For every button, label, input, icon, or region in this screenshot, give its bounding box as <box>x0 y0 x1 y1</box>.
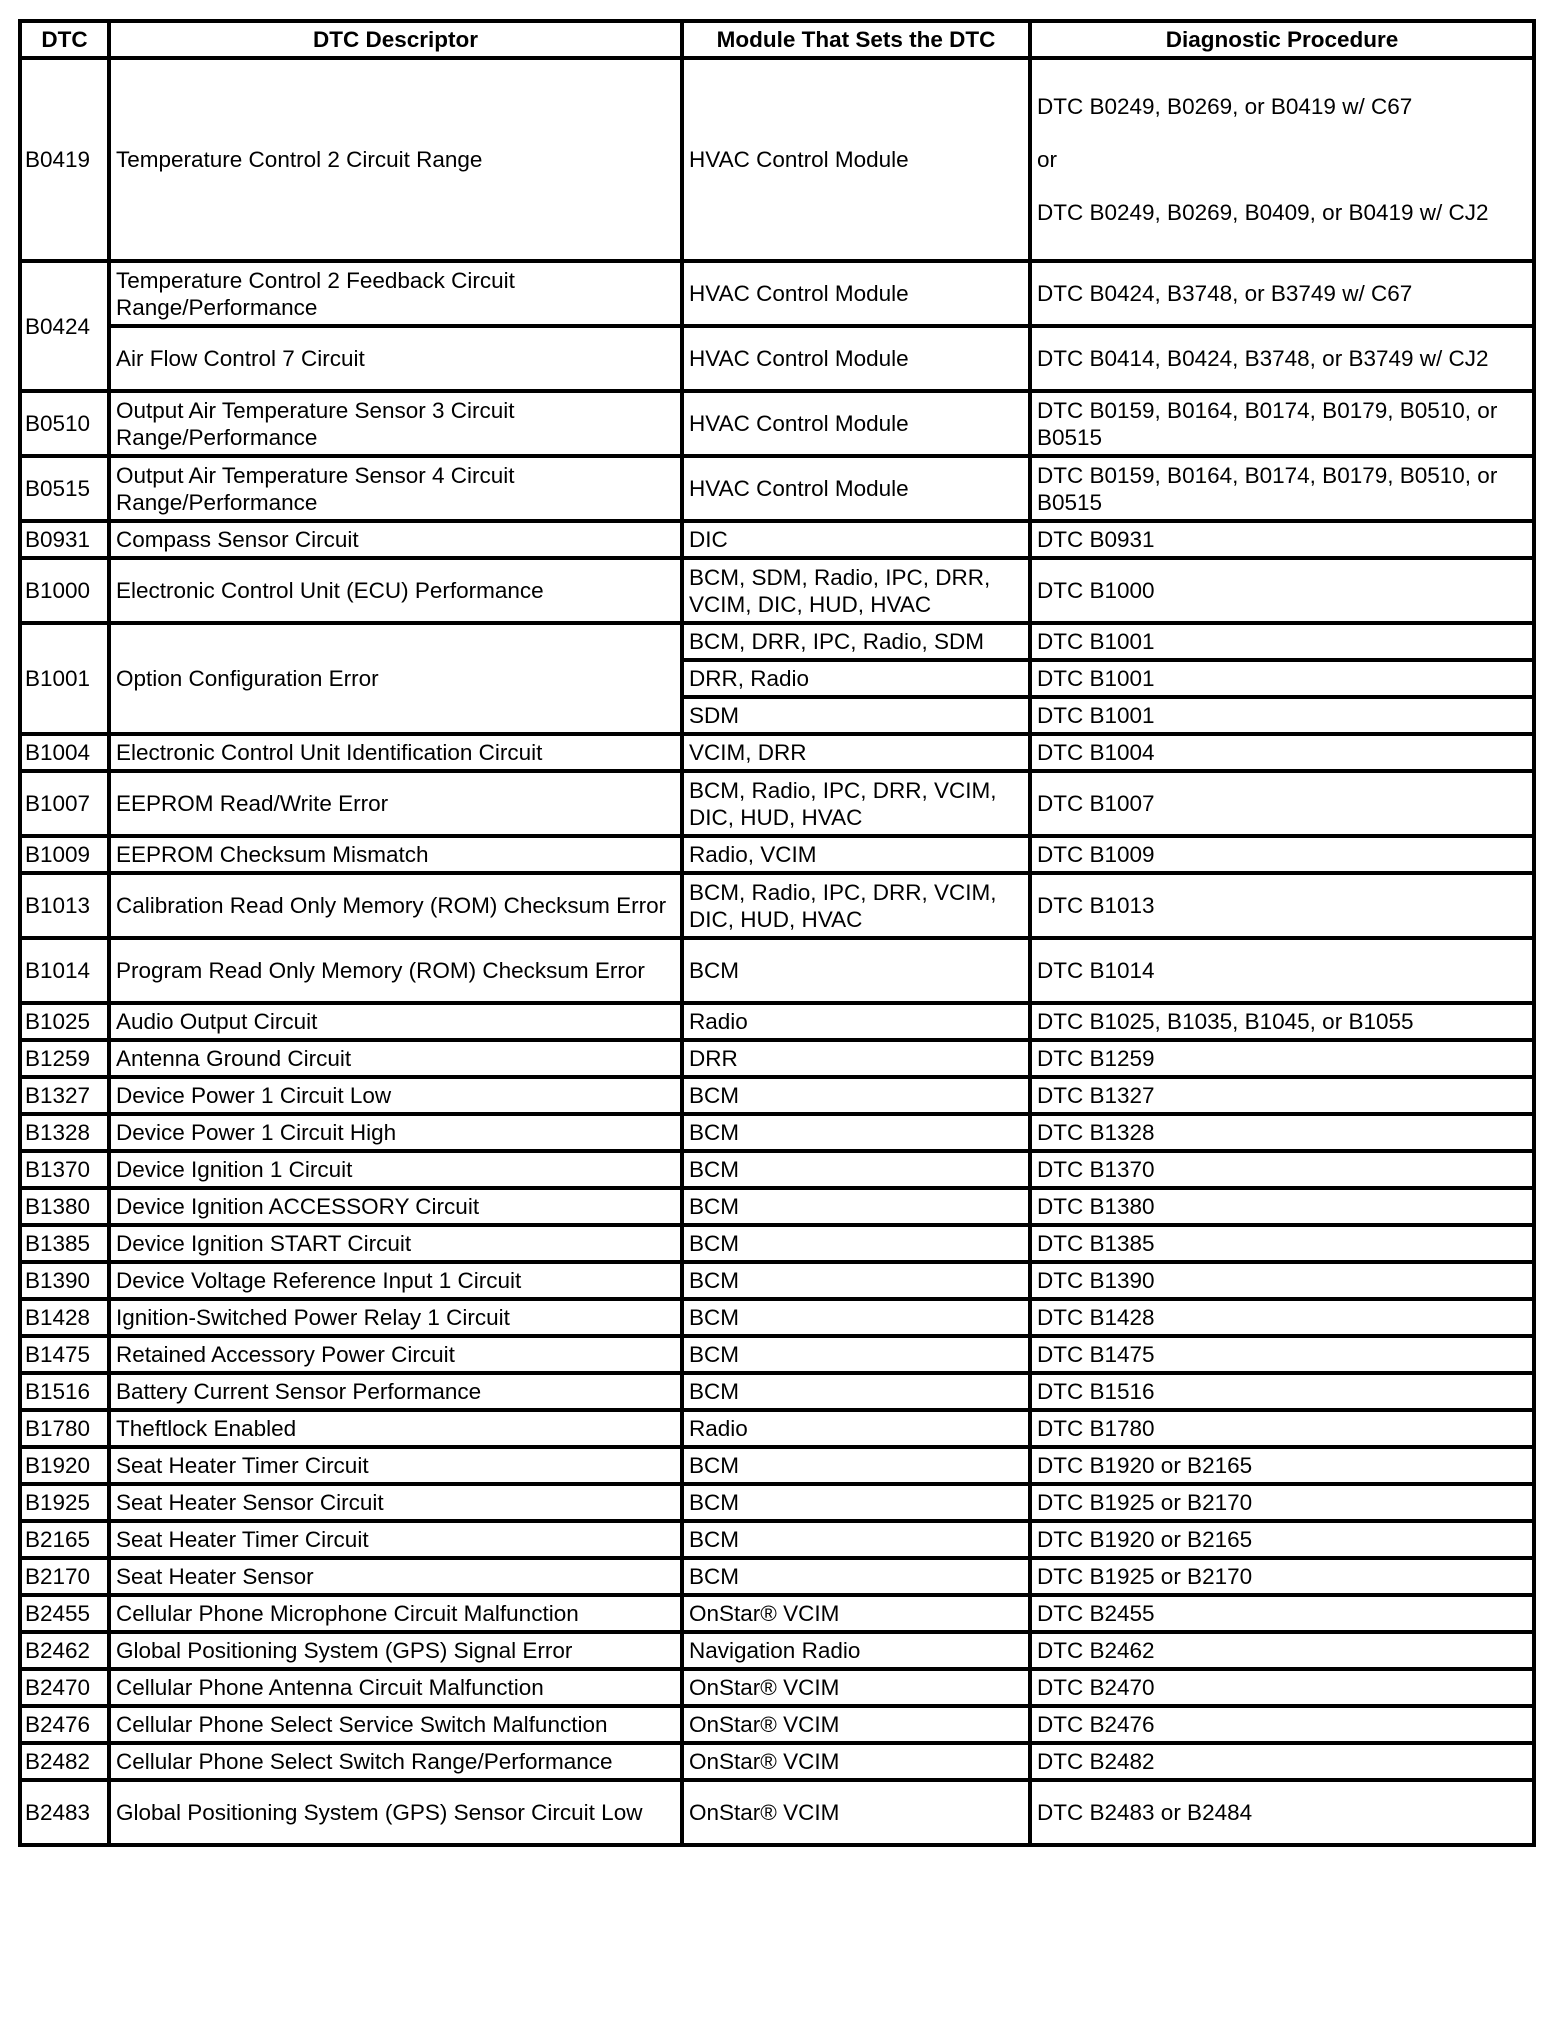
dtc-module: BCM <box>682 1299 1030 1336</box>
dtc-procedure: DTC B2483 or B2484 <box>1030 1780 1534 1845</box>
dtc-descriptor: Device Ignition START Circuit <box>109 1225 682 1262</box>
dtc-procedure: DTC B1920 or B2165 <box>1030 1447 1534 1484</box>
dtc-procedure: DTC B1380 <box>1030 1188 1534 1225</box>
dtc-descriptor: Global Positioning System (GPS) Sensor Circuit Low <box>109 1780 682 1845</box>
dtc-procedure: DTC B0159, B0164, B0174, B0179, B0510, or B0515 <box>1030 391 1534 456</box>
dtc-procedure: DTC B1920 or B2165 <box>1030 1521 1534 1558</box>
dtc-procedure: DTC B1516 <box>1030 1373 1534 1410</box>
dtc-procedure: DTC B1385 <box>1030 1225 1534 1262</box>
dtc-procedure: DTC B1428 <box>1030 1299 1534 1336</box>
dtc-procedure: DTC B1013 <box>1030 873 1534 938</box>
dtc-procedure: DTC B1009 <box>1030 836 1534 873</box>
dtc-code: B1380 <box>20 1188 109 1225</box>
dtc-procedure: DTC B1014 <box>1030 938 1534 1003</box>
table-row <box>20 873 1534 938</box>
table-row <box>20 623 1534 660</box>
dtc-code: B1259 <box>20 1040 109 1077</box>
table-row <box>20 1706 1534 1743</box>
dtc-code: B1000 <box>20 558 109 623</box>
dtc-descriptor: Seat Heater Sensor <box>109 1558 682 1595</box>
dtc-descriptor: Device Voltage Reference Input 1 Circuit <box>109 1262 682 1299</box>
dtc-descriptor: EEPROM Checksum Mismatch <box>109 836 682 873</box>
dtc-procedure: DTC B1780 <box>1030 1410 1534 1447</box>
table-row <box>20 1558 1534 1595</box>
table-row <box>20 558 1534 623</box>
table-row <box>20 1669 1534 1706</box>
dtc-code: B2476 <box>20 1706 109 1743</box>
dtc-code: B1428 <box>20 1299 109 1336</box>
dtc-descriptor: Program Read Only Memory (ROM) Checksum Error <box>109 938 682 1003</box>
dtc-descriptor: Output Air Temperature Sensor 3 Circuit Range/Performance <box>109 391 682 456</box>
dtc-descriptor: Antenna Ground Circuit <box>109 1040 682 1077</box>
dtc-code: B2165 <box>20 1521 109 1558</box>
table-row <box>20 771 1534 836</box>
dtc-code: B1014 <box>20 938 109 1003</box>
dtc-module: OnStar® VCIM <box>682 1743 1030 1780</box>
dtc-procedure: DTC B1390 <box>1030 1262 1534 1299</box>
dtc-procedure: DTC B1001 <box>1030 623 1534 660</box>
dtc-descriptor: Temperature Control 2 Feedback Circuit Range/Performance <box>109 261 682 326</box>
dtc-code: B0931 <box>20 521 109 558</box>
dtc-code: B2470 <box>20 1669 109 1706</box>
dtc-module: BCM, SDM, Radio, IPC, DRR, VCIM, DIC, HUD, HVAC <box>682 558 1030 623</box>
dtc-module: OnStar® VCIM <box>682 1706 1030 1743</box>
dtc-procedure: DTC B1370 <box>1030 1151 1534 1188</box>
dtc-descriptor: Output Air Temperature Sensor 4 Circuit Range/Performance <box>109 456 682 521</box>
header-descriptor: DTC Descriptor <box>109 21 682 58</box>
dtc-module: BCM <box>682 938 1030 1003</box>
dtc-module: BCM <box>682 1151 1030 1188</box>
dtc-module: Radio <box>682 1410 1030 1447</box>
dtc-module: BCM, DRR, IPC, Radio, SDM <box>682 623 1030 660</box>
dtc-procedure: DTC B1925 or B2170 <box>1030 1558 1534 1595</box>
dtc-module: BCM <box>682 1188 1030 1225</box>
dtc-module: BCM <box>682 1262 1030 1299</box>
dtc-module: BCM <box>682 1336 1030 1373</box>
table-row <box>20 1114 1534 1151</box>
dtc-descriptor: Ignition-Switched Power Relay 1 Circuit <box>109 1299 682 1336</box>
table-row <box>20 1040 1534 1077</box>
dtc-procedure: DTC B1925 or B2170 <box>1030 1484 1534 1521</box>
dtc-module: HVAC Control Module <box>682 261 1030 326</box>
dtc-procedure: DTC B0931 <box>1030 521 1534 558</box>
dtc-code: B2482 <box>20 1743 109 1780</box>
dtc-descriptor: Seat Heater Timer Circuit <box>109 1447 682 1484</box>
dtc-descriptor: Seat Heater Timer Circuit <box>109 1521 682 1558</box>
dtc-code: B0515 <box>20 456 109 521</box>
dtc-module: BCM <box>682 1225 1030 1262</box>
table-row <box>20 1077 1534 1114</box>
dtc-procedure: DTC B1007 <box>1030 771 1534 836</box>
dtc-module: HVAC Control Module <box>682 58 1030 261</box>
dtc-descriptor: Cellular Phone Select Switch Range/Performance <box>109 1743 682 1780</box>
dtc-module: BCM <box>682 1373 1030 1410</box>
table-row <box>20 1336 1534 1373</box>
dtc-descriptor: Global Positioning System (GPS) Signal Error <box>109 1632 682 1669</box>
dtc-descriptor: Temperature Control 2 Circuit Range <box>109 58 682 261</box>
table-row <box>20 521 1534 558</box>
dtc-module: Radio, VCIM <box>682 836 1030 873</box>
dtc-module: DIC <box>682 521 1030 558</box>
table-row <box>20 1188 1534 1225</box>
table-row <box>20 1743 1534 1780</box>
table-row <box>20 1447 1534 1484</box>
dtc-procedure: DTC B1259 <box>1030 1040 1534 1077</box>
dtc-code: B1370 <box>20 1151 109 1188</box>
dtc-module: DRR <box>682 1040 1030 1077</box>
header-dtc: DTC <box>20 21 109 58</box>
dtc-code: B1004 <box>20 734 109 771</box>
dtc-procedure: DTC B0424, B3748, or B3749 w/ C67 <box>1030 261 1534 326</box>
dtc-procedure: DTC B1004 <box>1030 734 1534 771</box>
dtc-procedure: DTC B1001 <box>1030 697 1534 734</box>
dtc-descriptor: Device Ignition ACCESSORY Circuit <box>109 1188 682 1225</box>
dtc-code: B0510 <box>20 391 109 456</box>
table-row <box>20 1595 1534 1632</box>
dtc-module: BCM <box>682 1521 1030 1558</box>
table-row <box>20 734 1534 771</box>
dtc-descriptor: Electronic Control Unit Identification Circuit <box>109 734 682 771</box>
dtc-module: Navigation Radio <box>682 1632 1030 1669</box>
header-row <box>20 21 1534 58</box>
table-row <box>20 938 1534 1003</box>
dtc-procedure: DTC B0159, B0164, B0174, B0179, B0510, or B0515 <box>1030 456 1534 521</box>
dtc-procedure: DTC B1025, B1035, B1045, or B1055 <box>1030 1003 1534 1040</box>
dtc-code: B1780 <box>20 1410 109 1447</box>
dtc-code: B1001 <box>20 623 109 734</box>
dtc-code: B1328 <box>20 1114 109 1151</box>
dtc-code: B2462 <box>20 1632 109 1669</box>
dtc-module: OnStar® VCIM <box>682 1669 1030 1706</box>
dtc-descriptor: Cellular Phone Antenna Circuit Malfunction <box>109 1669 682 1706</box>
dtc-procedure: DTC B2470 <box>1030 1669 1534 1706</box>
dtc-code: B1925 <box>20 1484 109 1521</box>
dtc-descriptor: Option Configuration Error <box>109 623 682 734</box>
dtc-code: B2455 <box>20 1595 109 1632</box>
dtc-procedure: DTC B1328 <box>1030 1114 1534 1151</box>
dtc-descriptor: Retained Accessory Power Circuit <box>109 1336 682 1373</box>
dtc-descriptor: Audio Output Circuit <box>109 1003 682 1040</box>
dtc-procedure: DTC B2476 <box>1030 1706 1534 1743</box>
header-procedure: Diagnostic Procedure <box>1030 21 1534 58</box>
dtc-code: B1007 <box>20 771 109 836</box>
table-row <box>20 836 1534 873</box>
procedure-line: DTC B0249, B0269, or B0419 w/ C67 <box>1037 94 1413 119</box>
dtc-descriptor: Cellular Phone Microphone Circuit Malfunction <box>109 1595 682 1632</box>
header-module: Module That Sets the DTC <box>682 21 1030 58</box>
dtc-module: HVAC Control Module <box>682 326 1030 391</box>
dtc-descriptor: EEPROM Read/Write Error <box>109 771 682 836</box>
table-row <box>20 456 1534 521</box>
dtc-code: B1385 <box>20 1225 109 1262</box>
table-row <box>20 1780 1534 1845</box>
dtc-descriptor: Battery Current Sensor Performance <box>109 1373 682 1410</box>
dtc-descriptor: Seat Heater Sensor Circuit <box>109 1484 682 1521</box>
dtc-module: BCM <box>682 1447 1030 1484</box>
dtc-code: B1390 <box>20 1262 109 1299</box>
table-row <box>20 1410 1534 1447</box>
dtc-module: DRR, Radio <box>682 660 1030 697</box>
dtc-procedure: DTC B1000 <box>1030 558 1534 623</box>
dtc-module: Radio <box>682 1003 1030 1040</box>
table-row <box>20 1151 1534 1188</box>
dtc-descriptor: Device Power 1 Circuit Low <box>109 1077 682 1114</box>
table-row <box>20 1299 1534 1336</box>
dtc-procedure <box>1030 58 1534 261</box>
dtc-code: B2170 <box>20 1558 109 1595</box>
dtc-module: SDM <box>682 697 1030 734</box>
procedure-line: or <box>1037 147 1058 172</box>
dtc-procedure: DTC B2455 <box>1030 1595 1534 1632</box>
dtc-code: B0424 <box>20 261 109 391</box>
table-row <box>20 1373 1534 1410</box>
dtc-code: B1327 <box>20 1077 109 1114</box>
dtc-module: OnStar® VCIM <box>682 1595 1030 1632</box>
dtc-procedure: DTC B0414, B0424, B3748, or B3749 w/ CJ2 <box>1030 326 1534 391</box>
dtc-module: HVAC Control Module <box>682 456 1030 521</box>
table-row <box>20 391 1534 456</box>
dtc-module: BCM, Radio, IPC, DRR, VCIM, DIC, HUD, HVAC <box>682 873 1030 938</box>
table-row <box>20 326 1534 391</box>
dtc-descriptor: Electronic Control Unit (ECU) Performance <box>109 558 682 623</box>
dtc-descriptor: Calibration Read Only Memory (ROM) Checksum Error <box>109 873 682 938</box>
dtc-table <box>18 19 1536 1847</box>
dtc-code: B2483 <box>20 1780 109 1845</box>
dtc-module: BCM <box>682 1077 1030 1114</box>
dtc-module: BCM <box>682 1484 1030 1521</box>
table-row <box>20 1521 1534 1558</box>
dtc-module: BCM <box>682 1114 1030 1151</box>
dtc-code: B1013 <box>20 873 109 938</box>
dtc-module: VCIM, DRR <box>682 734 1030 771</box>
dtc-procedure: DTC B2482 <box>1030 1743 1534 1780</box>
dtc-descriptor: Cellular Phone Select Service Switch Malfunction <box>109 1706 682 1743</box>
dtc-code: B1920 <box>20 1447 109 1484</box>
dtc-code: B1475 <box>20 1336 109 1373</box>
dtc-module: BCM, Radio, IPC, DRR, VCIM, DIC, HUD, HVAC <box>682 771 1030 836</box>
dtc-code: B1516 <box>20 1373 109 1410</box>
dtc-procedure: DTC B2462 <box>1030 1632 1534 1669</box>
procedure-line: DTC B0249, B0269, B0409, or B0419 w/ CJ2 <box>1037 200 1489 225</box>
table-row <box>20 1003 1534 1040</box>
dtc-descriptor: Device Power 1 Circuit High <box>109 1114 682 1151</box>
table-row <box>20 58 1534 261</box>
dtc-descriptor: Theftlock Enabled <box>109 1410 682 1447</box>
dtc-descriptor: Device Ignition 1 Circuit <box>109 1151 682 1188</box>
dtc-procedure: DTC B1327 <box>1030 1077 1534 1114</box>
table-row <box>20 261 1534 326</box>
dtc-module: HVAC Control Module <box>682 391 1030 456</box>
dtc-module: OnStar® VCIM <box>682 1780 1030 1845</box>
table-row <box>20 1484 1534 1521</box>
table-row <box>20 1632 1534 1669</box>
dtc-code: B1025 <box>20 1003 109 1040</box>
dtc-descriptor: Air Flow Control 7 Circuit <box>109 326 682 391</box>
dtc-module: BCM <box>682 1558 1030 1595</box>
dtc-code: B0419 <box>20 58 109 261</box>
dtc-code: B1009 <box>20 836 109 873</box>
dtc-procedure: DTC B1475 <box>1030 1336 1534 1373</box>
table-row <box>20 1262 1534 1299</box>
dtc-descriptor: Compass Sensor Circuit <box>109 521 682 558</box>
table-row <box>20 1225 1534 1262</box>
dtc-procedure: DTC B1001 <box>1030 660 1534 697</box>
